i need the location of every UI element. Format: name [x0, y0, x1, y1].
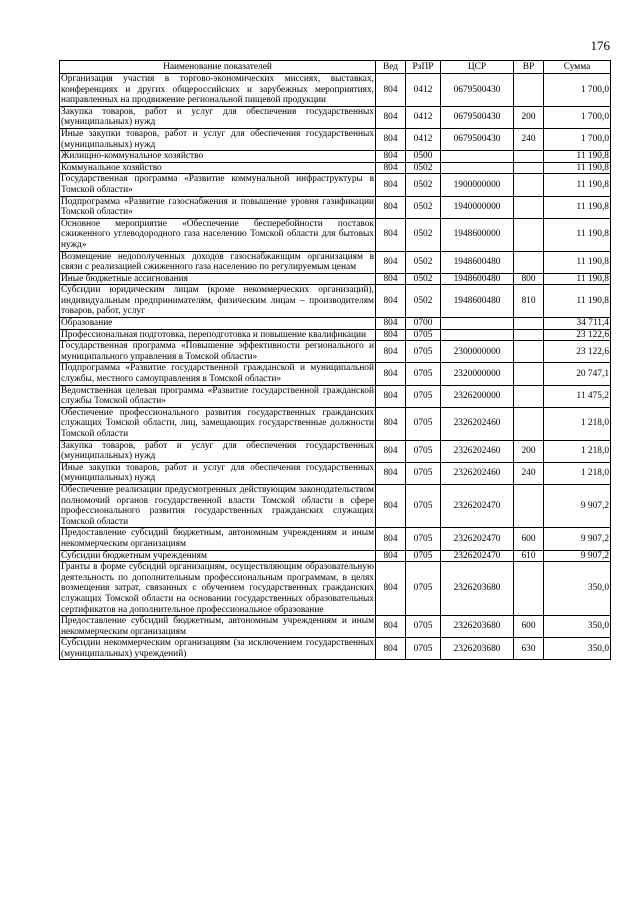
page-number: 176	[590, 38, 610, 53]
header-sum: Сумма	[544, 61, 611, 74]
row-csr	[441, 151, 514, 163]
row-ved: 804	[376, 484, 406, 527]
row-ved: 804	[376, 273, 406, 285]
row-vr	[514, 318, 544, 330]
table-row	[60, 616, 611, 638]
row-rzpr: 0502	[406, 196, 441, 218]
table-row	[60, 218, 611, 251]
table-row	[60, 174, 611, 196]
row-name: Основное мероприятие «Обеспечение бесперебойности поставок сжиженного углеводородного газа населению Томской области для бытовых нужд»	[61, 218, 374, 250]
row-vr: 240	[514, 462, 544, 484]
row-vr: 600	[514, 528, 544, 550]
row-sum: 1 700,0	[544, 106, 611, 128]
row-csr: 2326202460	[441, 407, 514, 440]
table-row	[60, 638, 611, 660]
header-ved: Вед	[376, 61, 406, 74]
table-row	[60, 128, 611, 150]
row-ved: 804	[376, 251, 406, 273]
row-name: Государственная программа «Развитие коммунальной инфраструктуры в Томской области»	[61, 174, 374, 195]
row-name: Гранты в форме субсидий организациям, осуществляющим образовательную деятельность по дополнительным профессиональным программам, в целях возмещения затрат, связанных с обучением государственных гражданских служащих Томской области на основании государственных образовательных сертификатов на дополнительное профессиональное образование	[61, 562, 374, 615]
table-row	[60, 562, 611, 616]
row-vr	[514, 407, 544, 440]
row-sum: 11 190,8	[544, 285, 611, 318]
row-ved: 804	[376, 616, 406, 638]
row-ved: 804	[376, 106, 406, 128]
row-sum: 34 711,4	[544, 318, 611, 330]
row-csr: 2326203680	[441, 616, 514, 638]
row-vr	[514, 363, 544, 385]
row-csr: 2326202470	[441, 550, 514, 562]
row-ved: 804	[376, 407, 406, 440]
row-ved: 804	[376, 329, 406, 341]
row-vr	[514, 484, 544, 527]
row-csr: 2326202470	[441, 484, 514, 527]
row-name: Субсидии бюджетным учреждениям	[60, 550, 376, 562]
row-rzpr: 0705	[406, 638, 441, 660]
row-name: Жилищно-коммунальное хозяйство	[60, 151, 376, 163]
row-vr: 200	[514, 106, 544, 128]
row-ved: 804	[376, 318, 406, 330]
row-name: Образование	[60, 318, 376, 330]
row-vr: 810	[514, 285, 544, 318]
row-csr: 2326202470	[441, 528, 514, 550]
row-sum: 23 122,6	[544, 341, 611, 363]
row-csr: 1900000000	[441, 174, 514, 196]
row-rzpr: 0500	[406, 151, 441, 163]
table-row	[60, 106, 611, 128]
row-vr	[514, 562, 544, 616]
row-sum: 1 700,0	[544, 128, 611, 150]
row-ved: 804	[376, 218, 406, 251]
table-row	[60, 285, 611, 318]
table-row	[60, 162, 611, 174]
table-header-row	[60, 61, 611, 74]
table-row	[60, 341, 611, 363]
row-csr: 2326203680	[441, 638, 514, 660]
table-row	[60, 329, 611, 341]
row-rzpr: 0705	[406, 407, 441, 440]
row-sum: 9 907,2	[544, 528, 611, 550]
row-sum: 1 218,0	[544, 407, 611, 440]
row-csr: 1940000000	[441, 196, 514, 218]
row-vr	[514, 329, 544, 341]
row-sum: 350,0	[544, 616, 611, 638]
row-name: Субсидии некоммерческим организациям (за исключением государственных (муниципальных) учреждений)	[61, 638, 374, 659]
row-ved: 804	[376, 528, 406, 550]
row-name: Возмещение недополученных доходов газоснабжающим организациям в связи с реализацией сжиженного газа населению по регулируемым ценам	[61, 251, 374, 273]
row-rzpr: 0705	[406, 616, 441, 638]
table-row	[60, 273, 611, 285]
row-sum: 20 747,1	[544, 363, 611, 385]
row-csr: 2326200000	[441, 385, 514, 407]
row-ved: 804	[376, 550, 406, 562]
row-rzpr: 0412	[406, 74, 441, 107]
table-body	[60, 74, 611, 660]
row-csr: 1948600480	[441, 273, 514, 285]
row-csr: 2326203680	[441, 562, 514, 616]
table-row	[60, 528, 611, 550]
row-name: Профессиональная подготовка, переподготовка и повышение квалификации	[60, 329, 376, 341]
row-csr: 1948600000	[441, 218, 514, 251]
row-vr	[514, 196, 544, 218]
row-rzpr: 0705	[406, 385, 441, 407]
row-name: Подпрограмма «Развитие газоснабжения и повышение уровня газификации Томской области»	[61, 196, 374, 218]
row-ved: 804	[376, 285, 406, 318]
row-csr: 2300000000	[441, 341, 514, 363]
row-rzpr: 0705	[406, 528, 441, 550]
row-name: Обеспечение профессионального развития государственных гражданских служащих Томской области, лиц, замещающих государственные должности Томской области	[61, 407, 374, 439]
row-rzpr: 0700	[406, 318, 441, 330]
table-row	[60, 151, 611, 163]
row-sum: 11 190,8	[544, 162, 611, 174]
row-sum: 9 907,2	[544, 484, 611, 527]
row-vr: 630	[514, 638, 544, 660]
row-vr: 600	[514, 616, 544, 638]
row-rzpr: 0705	[406, 484, 441, 527]
row-csr: 1948600480	[441, 285, 514, 318]
row-sum: 350,0	[544, 638, 611, 660]
row-name: Предоставление субсидий бюджетным, автономным учреждениям и иным некоммерческим организациям	[61, 528, 374, 549]
row-csr: 0679500430	[441, 74, 514, 107]
row-rzpr: 0705	[406, 550, 441, 562]
row-csr: 0679500430	[441, 128, 514, 150]
row-csr: 2320000000	[441, 363, 514, 385]
row-name: Подпрограмма «Развитие государственной гражданской и муниципальной службы, местного самоуправления в Томской области»	[61, 363, 374, 385]
row-rzpr: 0705	[406, 462, 441, 484]
table-row	[60, 550, 611, 562]
row-name: Иные бюджетные ассигнования	[60, 273, 376, 285]
row-rzpr: 0705	[406, 363, 441, 385]
row-name: Государственная программа «Повышение эффективности регионального и муниципального управления в Томской области»	[61, 341, 374, 362]
header-name: Наименование показателей	[60, 61, 376, 74]
row-vr	[514, 162, 544, 174]
row-ved: 804	[376, 196, 406, 218]
row-name: Субсидии юридическим лицам (кроме некоммерческих организаций), индивидуальным предпринимателям, физическим лицам – производителям товаров, работ, услуг	[61, 285, 374, 317]
row-ved: 804	[376, 128, 406, 150]
row-csr	[441, 329, 514, 341]
header-vr: ВР	[514, 61, 544, 74]
row-rzpr: 0502	[406, 273, 441, 285]
row-ved: 804	[376, 562, 406, 616]
row-sum: 1 218,0	[544, 440, 611, 462]
row-name: Закупка товаров, работ и услуг для обеспечения государственных (муниципальных) нужд	[61, 106, 374, 128]
row-name: Обеспечение реализации предусмотренных действующим законодательством полномочий органов государственной власти Томской области в сфере профессионального развития государственных гражданских служащих Томской области	[61, 484, 374, 527]
row-ved: 804	[376, 363, 406, 385]
row-vr: 610	[514, 550, 544, 562]
row-vr	[514, 74, 544, 107]
row-rzpr: 0502	[406, 251, 441, 273]
row-rzpr: 0705	[406, 440, 441, 462]
row-sum: 23 122,6	[544, 329, 611, 341]
row-ved: 804	[376, 385, 406, 407]
row-ved: 804	[376, 440, 406, 462]
table-row	[60, 318, 611, 330]
header-csr: ЦСР	[441, 61, 514, 74]
row-ved: 804	[376, 638, 406, 660]
row-rzpr: 0412	[406, 128, 441, 150]
row-vr	[514, 218, 544, 251]
table-row	[60, 462, 611, 484]
row-sum: 350,0	[544, 562, 611, 616]
row-sum: 1 700,0	[544, 74, 611, 107]
row-sum: 11 190,8	[544, 218, 611, 251]
row-rzpr: 0502	[406, 162, 441, 174]
row-vr	[514, 174, 544, 196]
row-vr	[514, 341, 544, 363]
row-name: Иные закупки товаров, работ и услуг для обеспечения государственных (муниципальных) нужд	[61, 128, 374, 150]
row-name: Коммунальное хозяйство	[60, 162, 376, 174]
row-csr: 0679500430	[441, 106, 514, 128]
row-ved: 804	[376, 151, 406, 163]
row-ved: 804	[376, 162, 406, 174]
row-ved: 804	[376, 174, 406, 196]
row-ved: 804	[376, 341, 406, 363]
row-sum: 11 190,8	[544, 273, 611, 285]
row-csr	[441, 318, 514, 330]
row-name: Организация участия в торгово-экономических миссиях, выставках, конференциях и других общероссийских и зарубежных мероприятиях, направленных на продвижение региональной пищевой продукции	[61, 74, 374, 106]
budget-table	[59, 60, 611, 660]
row-rzpr: 0705	[406, 341, 441, 363]
table-row	[60, 440, 611, 462]
row-name: Иные закупки товаров, работ и услуг для обеспечения государственных (муниципальных) нужд	[61, 462, 374, 484]
row-name: Предоставление субсидий бюджетным, автономным учреждениям и иным некоммерческим организациям	[61, 616, 374, 637]
row-csr	[441, 162, 514, 174]
row-sum: 9 907,2	[544, 550, 611, 562]
table-row	[60, 74, 611, 107]
row-rzpr: 0502	[406, 174, 441, 196]
row-sum: 1 218,0	[544, 462, 611, 484]
row-csr: 1948600480	[441, 251, 514, 273]
row-vr	[514, 385, 544, 407]
row-name: Ведомственная целевая программа «Развитие государственной гражданской службы Томской области»	[61, 385, 374, 407]
row-rzpr: 0412	[406, 106, 441, 128]
table-row	[60, 484, 611, 527]
header-rzpr: РзПР	[406, 61, 441, 74]
row-name: Закупка товаров, работ и услуг для обеспечения государственных (муниципальных) нужд	[61, 440, 374, 462]
table-row	[60, 196, 611, 218]
row-ved: 804	[376, 462, 406, 484]
row-vr: 800	[514, 273, 544, 285]
row-csr: 2326202460	[441, 440, 514, 462]
row-sum: 11 190,8	[544, 196, 611, 218]
row-sum: 11 190,8	[544, 251, 611, 273]
table-row	[60, 385, 611, 407]
table-row	[60, 363, 611, 385]
table-row	[60, 251, 611, 273]
row-ved: 804	[376, 74, 406, 107]
row-vr	[514, 251, 544, 273]
row-sum: 11 475,2	[544, 385, 611, 407]
row-csr: 2326202460	[441, 462, 514, 484]
row-rzpr: 0705	[406, 329, 441, 341]
row-vr	[514, 151, 544, 163]
row-sum: 11 190,8	[544, 174, 611, 196]
row-rzpr: 0502	[406, 218, 441, 251]
row-sum: 11 190,8	[544, 151, 611, 163]
row-rzpr: 0705	[406, 562, 441, 616]
row-vr: 200	[514, 440, 544, 462]
row-vr: 240	[514, 128, 544, 150]
row-rzpr: 0502	[406, 285, 441, 318]
table-row	[60, 407, 611, 440]
